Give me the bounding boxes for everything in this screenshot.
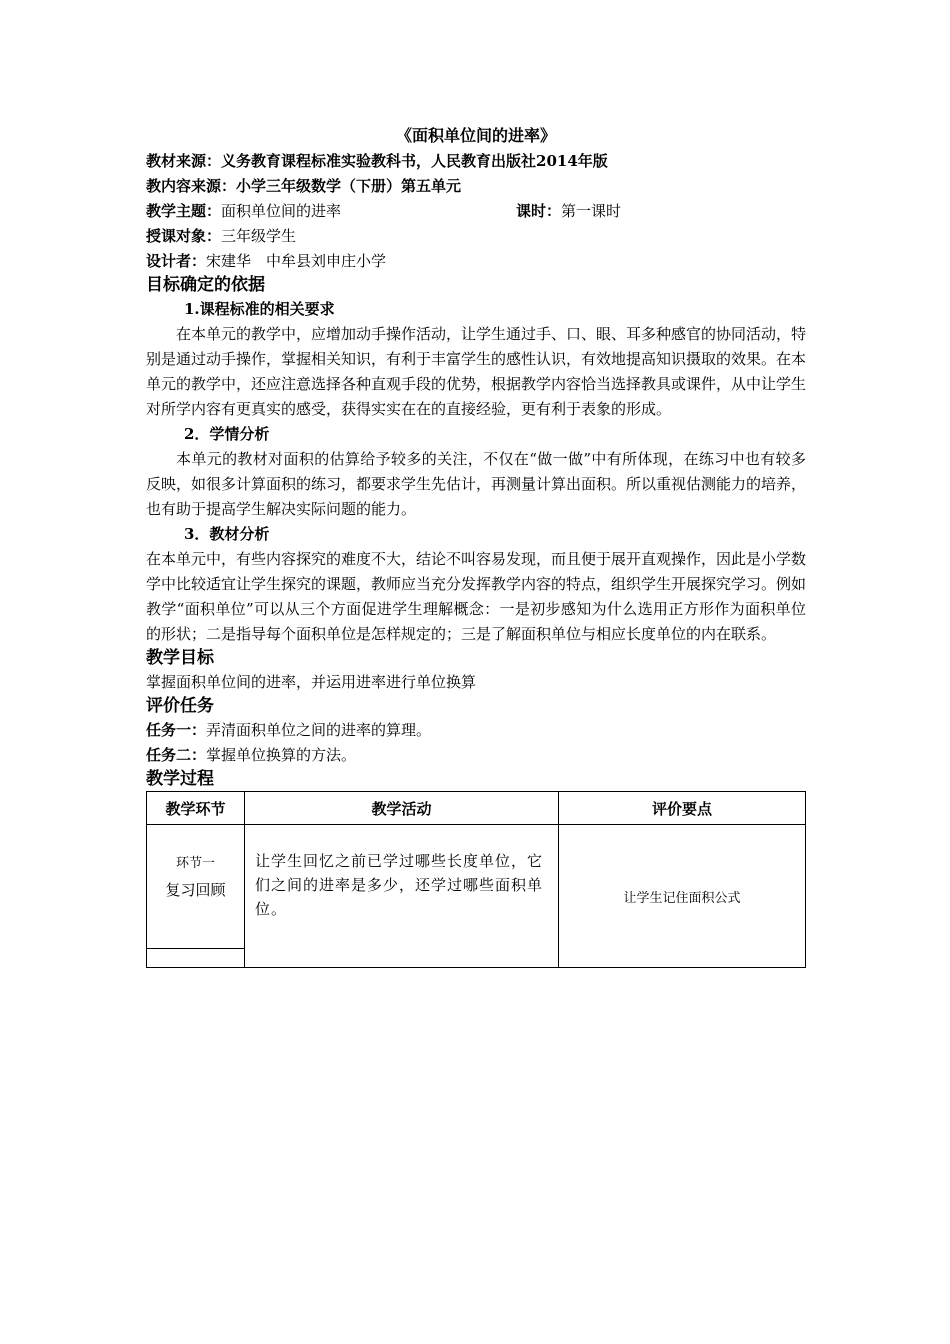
stage-cell xyxy=(147,825,245,968)
tasks-heading: 评价任务 xyxy=(146,696,214,716)
section-2-title: 2．学情分析 xyxy=(184,425,270,443)
section-3-title: 3．教材分析 xyxy=(184,525,270,543)
table-header-row xyxy=(147,792,806,825)
activity-cell: 让学生回忆之前已学过哪些长度单位，它们之间的进率是多少，还学过哪些面积单位。 xyxy=(245,825,559,968)
section-2-text: 本单元的教材对面积的估算给予较多的关注，不仅在“做一做”中有所体现，在练习中也有较多反映，如很多计算面积的练习，都要求学生先估计，再测量计算出面积。所以重视估测能力的培养，也有助于提高学生解决实际问题的能力。 xyxy=(146,450,807,518)
section-3-text: 在本单元中，有些内容探究的难度不大，结论不叫容易发现，而且便于展开直观操作，因此是小学数学中比较适宜让学生探究的课题，教师应当充分发挥教学内容的特点，组织学生开展探究学习。例如教学“面积单位”可以从三个方面促进学生理解概念：一是初步感知为什么选用正方形作为面积单位的形状；二是指导每个面积单位是怎样规定的；三是了解面积单位与相应长度单位的内在联系。 xyxy=(146,550,807,643)
topic-value: 面积单位间的进率 xyxy=(221,202,342,220)
header-stage: 教学环节 xyxy=(147,792,245,825)
audience-label: 授课对象： xyxy=(146,227,222,245)
content-value: 小学三年级数学（下册）第五单元 xyxy=(236,177,462,195)
period-label: 课时： xyxy=(516,202,562,220)
goal-text: 掌握面积单位间的进率，并运用进率进行单位换算 xyxy=(146,673,477,691)
goal-heading: 教学目标 xyxy=(146,648,214,668)
page-title: 《面积单位间的进率》 xyxy=(395,126,556,145)
designer-value: 宋建华 中牟县刘申庄小学 xyxy=(206,252,387,270)
basis-heading: 目标确定的依据 xyxy=(146,275,265,295)
header-activity: 教学活动 xyxy=(245,792,559,825)
process-table xyxy=(146,791,806,968)
task-2-text: 掌握单位换算的方法。 xyxy=(206,746,357,764)
section-1-text: 在本单元的教学中，应增加动手操作活动，让学生通过手、口、眼、耳多种感官的协同活动，特别是通过动手操作，掌握相关知识，有利于丰富学生的感性认识，有效地提高知识摄取的效果。在本单元的教学中，还应注意选择各种直观手段的优势，根据教学内容恰当选择教具或课件，从中让学生对所学内容有更真实的感受，获得实实在在的直接经验，更有利于表象的形成。 xyxy=(146,325,807,418)
document-page xyxy=(146,126,806,968)
source-line xyxy=(146,149,806,174)
cell-divider xyxy=(147,948,244,949)
header-evaluation: 评价要点 xyxy=(559,792,806,825)
topic-label: 教学主题： xyxy=(146,202,222,220)
table-row xyxy=(147,825,806,968)
task-2 xyxy=(146,743,806,768)
task-1-label: 任务一： xyxy=(146,721,207,739)
source-value: 义务教育课程标准实验教科书，人民教育出版社2014年版 xyxy=(221,152,608,170)
source-label: 教材来源： xyxy=(146,152,222,170)
audience-line xyxy=(146,224,806,249)
content-line xyxy=(146,174,806,199)
audience-value: 三年级学生 xyxy=(221,227,297,245)
topic-line xyxy=(146,199,806,224)
stage-name: 复习回顾 xyxy=(165,881,226,899)
period-group xyxy=(516,199,621,224)
process-heading: 教学过程 xyxy=(146,769,214,789)
task-1-text: 弄清面积单位之间的进率的算理。 xyxy=(206,721,432,739)
task-2-label: 任务二： xyxy=(146,746,207,764)
evaluation-cell: 让学生记住面积公式 xyxy=(559,825,806,968)
stage-number: 环节一 xyxy=(175,856,215,871)
task-1 xyxy=(146,718,806,743)
designer-label: 设计者： xyxy=(146,252,207,270)
designer-line xyxy=(146,249,806,274)
period-value: 第一课时 xyxy=(561,202,622,220)
content-label: 教内容来源： xyxy=(146,177,237,195)
section-1-title: 1.课程标准的相关要求 xyxy=(184,300,335,318)
